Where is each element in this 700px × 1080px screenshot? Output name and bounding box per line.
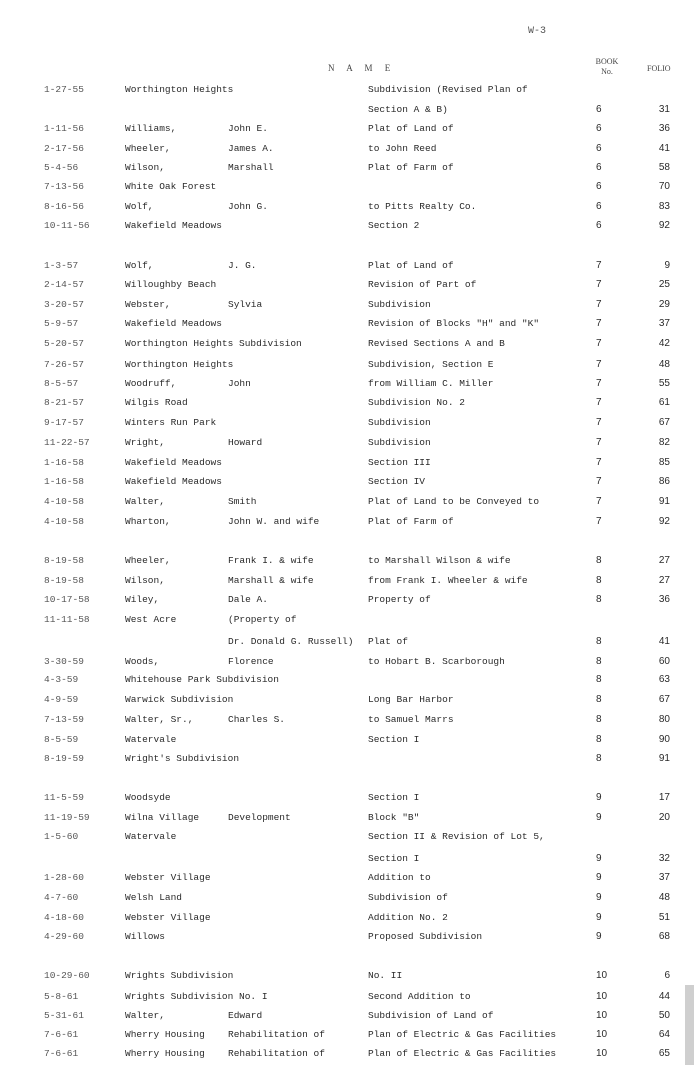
table-row	[0, 201, 700, 219]
cell-book: 10	[596, 970, 608, 981]
cell-date: 2-17-56	[44, 143, 84, 154]
table-row	[0, 84, 700, 102]
cell-name: Willoughby Beach	[125, 279, 217, 290]
cell-folio: 25	[658, 279, 670, 290]
cell-book: 8	[596, 575, 602, 586]
cell-desc: to Pitts Realty Co.	[368, 201, 477, 212]
cell-folio: 61	[658, 397, 670, 408]
cell-desc: Subdivision of	[368, 892, 448, 903]
cell-book: 6	[596, 123, 602, 134]
cell-folio: 82	[658, 437, 670, 448]
table-row	[0, 359, 700, 377]
table-row	[0, 970, 700, 988]
cell-folio: 31	[658, 104, 670, 115]
cell-book: 10	[596, 1048, 608, 1059]
cell-desc: Subdivision No. 2	[368, 397, 465, 408]
cell-name: Wheeler,	[125, 555, 171, 566]
cell-desc: Revision of Blocks "H" and "K"	[368, 318, 540, 329]
table-row	[0, 892, 700, 910]
cell-name: Wilson,	[125, 162, 165, 173]
cell-folio: 27	[658, 575, 670, 586]
cell-date: 7-6-61	[44, 1029, 79, 1040]
cell-book: 9	[596, 912, 602, 923]
cell-folio: 70	[658, 181, 670, 192]
table-row	[0, 694, 700, 712]
cell-folio: 91	[658, 496, 670, 507]
header-book	[590, 57, 624, 77]
cell-desc: Plat of Land to be Conveyed to	[368, 496, 540, 507]
header-book-no: No.	[601, 67, 613, 76]
cell-date: 4-18-60	[44, 912, 84, 923]
cell-book: 7	[596, 476, 602, 487]
cell-date: 7-13-56	[44, 181, 84, 192]
cell-desc: Plat of Farm of	[368, 162, 454, 173]
cell-date: 5-20-57	[44, 338, 84, 349]
cell-folio: 65	[658, 1048, 670, 1059]
cell-date: 10-29-60	[44, 970, 90, 981]
table-row	[0, 417, 700, 435]
cell-date: 5-31-61	[44, 1010, 84, 1021]
cell-name: Wakefield Meadows	[125, 476, 222, 487]
cell-first: Smith	[228, 496, 257, 507]
cell-book: 7	[596, 397, 602, 408]
cell-first: John E.	[228, 123, 268, 134]
cell-folio: 68	[658, 931, 670, 942]
cell-book: 10	[596, 1010, 608, 1021]
table-row	[0, 714, 700, 732]
table-row	[0, 636, 700, 654]
cell-date: 4-7-60	[44, 892, 79, 903]
cell-desc: Subdivision (Revised Plan of	[368, 84, 528, 95]
cell-book: 7	[596, 318, 602, 329]
cell-desc: Section 2	[368, 220, 420, 231]
cell-folio: 48	[658, 892, 670, 903]
cell-first: John	[228, 378, 251, 389]
cell-date: 4-10-58	[44, 496, 84, 507]
cell-folio: 36	[658, 123, 670, 134]
cell-date: 11-22-57	[44, 437, 90, 448]
cell-first: Charles S.	[228, 714, 286, 725]
cell-folio: 32	[658, 853, 670, 864]
cell-date: 5-4-56	[44, 162, 79, 173]
cell-first: Sylvia	[228, 299, 263, 310]
cell-date: 3-20-57	[44, 299, 84, 310]
cell-name: Walter,	[125, 496, 165, 507]
table-row	[0, 674, 700, 692]
cell-desc: Property of	[368, 594, 431, 605]
cell-book: 8	[596, 714, 602, 725]
cell-date: 1-3-57	[44, 260, 79, 271]
cell-date: 10-17-58	[44, 594, 90, 605]
cell-book: 7	[596, 359, 602, 370]
cell-date: 8-16-56	[44, 201, 84, 212]
cell-folio: 41	[658, 636, 670, 647]
cell-first: Marshall	[228, 162, 274, 173]
cell-desc: Plat of Land of	[368, 260, 454, 271]
cell-folio: 85	[658, 457, 670, 468]
cell-desc: Block "B"	[368, 812, 420, 823]
cell-book: 10	[596, 1029, 608, 1040]
cell-date: 1-11-56	[44, 123, 84, 134]
cell-date: 4-3-59	[44, 674, 79, 685]
cell-date: 8-21-57	[44, 397, 84, 408]
cell-desc: Addition No. 2	[368, 912, 448, 923]
cell-desc: Second Addition to	[368, 991, 471, 1002]
cell-name: Wright,	[125, 437, 165, 448]
cell-name: Wakefield Meadows	[125, 220, 222, 231]
cell-book: 6	[596, 181, 602, 192]
cell-book: 8	[596, 594, 602, 605]
cell-book: 8	[596, 636, 602, 647]
table-row	[0, 260, 700, 278]
cell-name: Wrights Subdivision No. I	[125, 991, 268, 1002]
cell-desc: Subdivision, Section E	[368, 359, 494, 370]
cell-book: 9	[596, 853, 602, 864]
cell-name: Wolf,	[125, 260, 154, 271]
cell-date: 8-19-58	[44, 575, 84, 586]
table-row	[0, 931, 700, 949]
table-row	[0, 594, 700, 612]
cell-first: Rehabilitation of	[228, 1048, 325, 1059]
table-row	[0, 753, 700, 771]
cell-folio: 92	[658, 220, 670, 231]
cell-date: 5-9-57	[44, 318, 79, 329]
cell-folio: 48	[658, 359, 670, 370]
cell-folio: 41	[658, 143, 670, 154]
cell-folio: 64	[658, 1029, 670, 1040]
table-row	[0, 162, 700, 180]
table-row	[0, 318, 700, 336]
table-row	[0, 299, 700, 317]
cell-date: 11-11-58	[44, 614, 90, 625]
cell-desc: Plan of Electric & Gas Facilities	[368, 1048, 557, 1059]
cell-name: Webster Village	[125, 872, 211, 883]
cell-folio: 86	[658, 476, 670, 487]
cell-date: 11-5-59	[44, 792, 84, 803]
cell-name: Wharton,	[125, 516, 171, 527]
cell-name: Winters Run Park	[125, 417, 217, 428]
cell-first: Dr. Donald G. Russell)	[228, 636, 354, 647]
cell-first: Howard	[228, 437, 263, 448]
cell-date: 1-27-55	[44, 84, 84, 95]
cell-desc: to Samuel Marrs	[368, 714, 454, 725]
cell-book: 9	[596, 872, 602, 883]
cell-desc: Revision of Part of	[368, 279, 477, 290]
cell-folio: 92	[658, 516, 670, 527]
cell-date: 2-14-57	[44, 279, 84, 290]
cell-name: Watervale	[125, 831, 177, 842]
cell-book: 9	[596, 792, 602, 803]
cell-name: Wiley,	[125, 594, 160, 605]
cell-date: 3-30-59	[44, 656, 84, 667]
cell-folio: 37	[658, 872, 670, 883]
cell-name: Wilna Village	[125, 812, 200, 823]
cell-desc: Plat of Land of	[368, 123, 454, 134]
cell-desc: Subdivision	[368, 437, 431, 448]
cell-name: Wheeler,	[125, 143, 171, 154]
cell-name: Wrights Subdivision	[125, 970, 234, 981]
cell-first: John G.	[228, 201, 268, 212]
cell-name: Worthington Heights	[125, 359, 234, 370]
cell-book: 6	[596, 162, 602, 173]
cell-desc: Plat of Farm of	[368, 516, 454, 527]
table-row	[0, 872, 700, 890]
cell-book: 8	[596, 694, 602, 705]
cell-name: Wilson,	[125, 575, 165, 586]
table-row	[0, 555, 700, 573]
cell-name: Willows	[125, 931, 165, 942]
cell-desc: Addition to	[368, 872, 431, 883]
cell-book: 8	[596, 674, 602, 685]
cell-book: 9	[596, 892, 602, 903]
cell-desc: to Marshall Wilson & wife	[368, 555, 511, 566]
cell-date: 1-28-60	[44, 872, 84, 883]
cell-folio: 58	[658, 162, 670, 173]
cell-desc: Subdivision of Land of	[368, 1010, 494, 1021]
cell-desc: from William C. Miller	[368, 378, 494, 389]
cell-first: John W. and wife	[228, 516, 320, 527]
cell-book: 10	[596, 991, 608, 1002]
table-row	[0, 1029, 700, 1047]
cell-folio: 42	[658, 338, 670, 349]
cell-desc: from Frank I. Wheeler & wife	[368, 575, 528, 586]
table-row	[0, 338, 700, 356]
cell-folio: 9	[664, 260, 670, 271]
cell-book: 7	[596, 417, 602, 428]
cell-book: 7	[596, 299, 602, 310]
cell-book: 8	[596, 734, 602, 745]
cell-name: Wakefield Meadows	[125, 457, 222, 468]
table-row	[0, 792, 700, 810]
table-row	[0, 143, 700, 161]
cell-book: 9	[596, 812, 602, 823]
table-row	[0, 734, 700, 752]
cell-folio: 37	[658, 318, 670, 329]
cell-folio: 67	[658, 694, 670, 705]
cell-name: Watervale	[125, 734, 177, 745]
cell-date: 4-9-59	[44, 694, 79, 705]
table-row	[0, 1010, 700, 1028]
table-row	[0, 831, 700, 849]
cell-name: Woodsyde	[125, 792, 171, 803]
cell-folio: 83	[658, 201, 670, 212]
table-row	[0, 279, 700, 297]
cell-date: 1-5-60	[44, 831, 79, 842]
cell-desc: Section I	[368, 792, 420, 803]
cell-folio: 91	[658, 753, 670, 764]
table-row	[0, 220, 700, 238]
table-row	[0, 812, 700, 830]
cell-book: 6	[596, 143, 602, 154]
cell-folio: 63	[658, 674, 670, 685]
cell-name: Wherry Housing	[125, 1048, 205, 1059]
cell-book: 7	[596, 260, 602, 271]
cell-date: 8-5-57	[44, 378, 79, 389]
cell-first: Marshall & wife	[228, 575, 314, 586]
cell-book: 6	[596, 201, 602, 212]
header-name: N A M E	[328, 63, 396, 73]
cell-name: Worthington Heights	[125, 84, 234, 95]
cell-date: 1-16-58	[44, 476, 84, 487]
table-row	[0, 656, 700, 674]
cell-first: Rehabilitation of	[228, 1029, 325, 1040]
cell-name: Wherry Housing	[125, 1029, 205, 1040]
table-row	[0, 516, 700, 534]
header-folio: FOLIO	[647, 64, 671, 73]
cell-book: 8	[596, 753, 602, 764]
cell-desc: to John Reed	[368, 143, 437, 154]
cell-first: Development	[228, 812, 291, 823]
cell-date: 11-19-59	[44, 812, 90, 823]
cell-desc: Subdivision	[368, 417, 431, 428]
cell-name: Wolf,	[125, 201, 154, 212]
table-row	[0, 476, 700, 494]
cell-date: 4-10-58	[44, 516, 84, 527]
table-row	[0, 181, 700, 199]
cell-book: 6	[596, 104, 602, 115]
cell-date: 4-29-60	[44, 931, 84, 942]
cell-folio: 51	[658, 912, 670, 923]
cell-first: Edward	[228, 1010, 263, 1021]
header-book-label: BOOK	[595, 57, 619, 66]
table-row	[0, 437, 700, 455]
cell-folio: 55	[658, 378, 670, 389]
cell-name: Worthington Heights Subdivision	[125, 338, 302, 349]
cell-folio: 90	[658, 734, 670, 745]
cell-desc: Section III	[368, 457, 431, 468]
page-id: W-3	[528, 26, 547, 37]
cell-desc: Section I	[368, 853, 420, 864]
cell-date: 7-26-57	[44, 359, 84, 370]
cell-date: 9-17-57	[44, 417, 84, 428]
cell-book: 7	[596, 437, 602, 448]
cell-book: 7	[596, 496, 602, 507]
cell-folio: 17	[658, 792, 670, 803]
table-row	[0, 912, 700, 930]
cell-first: Dale A.	[228, 594, 268, 605]
table-row	[0, 1048, 700, 1066]
cell-desc: Plat of	[368, 636, 408, 647]
cell-date: 10-11-56	[44, 220, 90, 231]
cell-desc: No. II	[368, 970, 403, 981]
cell-book: 9	[596, 931, 602, 942]
cell-date: 1-16-58	[44, 457, 84, 468]
cell-name: Webster Village	[125, 912, 211, 923]
cell-book: 6	[596, 220, 602, 231]
cell-desc: to Hobart B. Scarborough	[368, 656, 505, 667]
cell-date: 8-19-58	[44, 555, 84, 566]
cell-desc: Subdivision	[368, 299, 431, 310]
cell-desc: Long Bar Harbor	[368, 694, 454, 705]
cell-name: Wilgis Road	[125, 397, 188, 408]
cell-folio: 6	[664, 970, 670, 981]
table-row	[0, 991, 700, 1009]
table-row	[0, 575, 700, 593]
table-row	[0, 123, 700, 141]
cell-folio: 44	[658, 991, 670, 1002]
table-row	[0, 496, 700, 514]
cell-book: 8	[596, 656, 602, 667]
cell-desc: Section IV	[368, 476, 426, 487]
cell-name: Williams,	[125, 123, 177, 134]
cell-book: 7	[596, 516, 602, 527]
cell-book: 7	[596, 457, 602, 468]
cell-folio: 80	[658, 714, 670, 725]
table-row	[0, 378, 700, 396]
cell-first: Frank I. & wife	[228, 555, 314, 566]
scan-edge-mark	[685, 985, 694, 1065]
cell-desc: Section II & Revision of Lot 5,	[368, 831, 545, 842]
cell-folio: 27	[658, 555, 670, 566]
cell-date: 5-8-61	[44, 991, 79, 1002]
cell-first: James A.	[228, 143, 274, 154]
cell-desc: Plan of Electric & Gas Facilities	[368, 1029, 557, 1040]
table-row	[0, 397, 700, 415]
cell-desc: Section I	[368, 734, 420, 745]
cell-folio: 50	[658, 1010, 670, 1021]
cell-name: Welsh Land	[125, 892, 183, 903]
table-row	[0, 104, 700, 122]
cell-first: (Property of	[228, 614, 297, 625]
table-row	[0, 614, 700, 632]
cell-name: Webster,	[125, 299, 171, 310]
cell-date: 7-6-61	[44, 1048, 79, 1059]
cell-name: Wright's Subdivision	[125, 753, 240, 764]
cell-name: Walter, Sr.,	[125, 714, 194, 725]
cell-first: Florence	[228, 656, 274, 667]
cell-desc: Proposed Subdivision	[368, 931, 483, 942]
cell-name: Woodruff,	[125, 378, 177, 389]
cell-folio: 67	[658, 417, 670, 428]
cell-desc: Section A & B)	[368, 104, 448, 115]
cell-folio: 36	[658, 594, 670, 605]
cell-name: Wakefield Meadows	[125, 318, 222, 329]
table-row	[0, 457, 700, 475]
cell-book: 7	[596, 279, 602, 290]
cell-folio: 29	[658, 299, 670, 310]
cell-desc: Revised Sections A and B	[368, 338, 505, 349]
cell-book: 7	[596, 338, 602, 349]
cell-name: Warwick Subdivision	[125, 694, 234, 705]
cell-date: 8-5-59	[44, 734, 79, 745]
table-row	[0, 853, 700, 871]
cell-folio: 60	[658, 656, 670, 667]
cell-name: White Oak Forest	[125, 181, 217, 192]
cell-name: Walter,	[125, 1010, 165, 1021]
cell-name: Whitehouse Park Subdivision	[125, 674, 279, 685]
cell-date: 7-13-59	[44, 714, 84, 725]
cell-date: 8-19-59	[44, 753, 84, 764]
cell-book: 7	[596, 378, 602, 389]
cell-first: J. G.	[228, 260, 257, 271]
cell-folio: 20	[658, 812, 670, 823]
cell-name: Woods,	[125, 656, 160, 667]
cell-name: West Acre	[125, 614, 177, 625]
cell-book: 8	[596, 555, 602, 566]
